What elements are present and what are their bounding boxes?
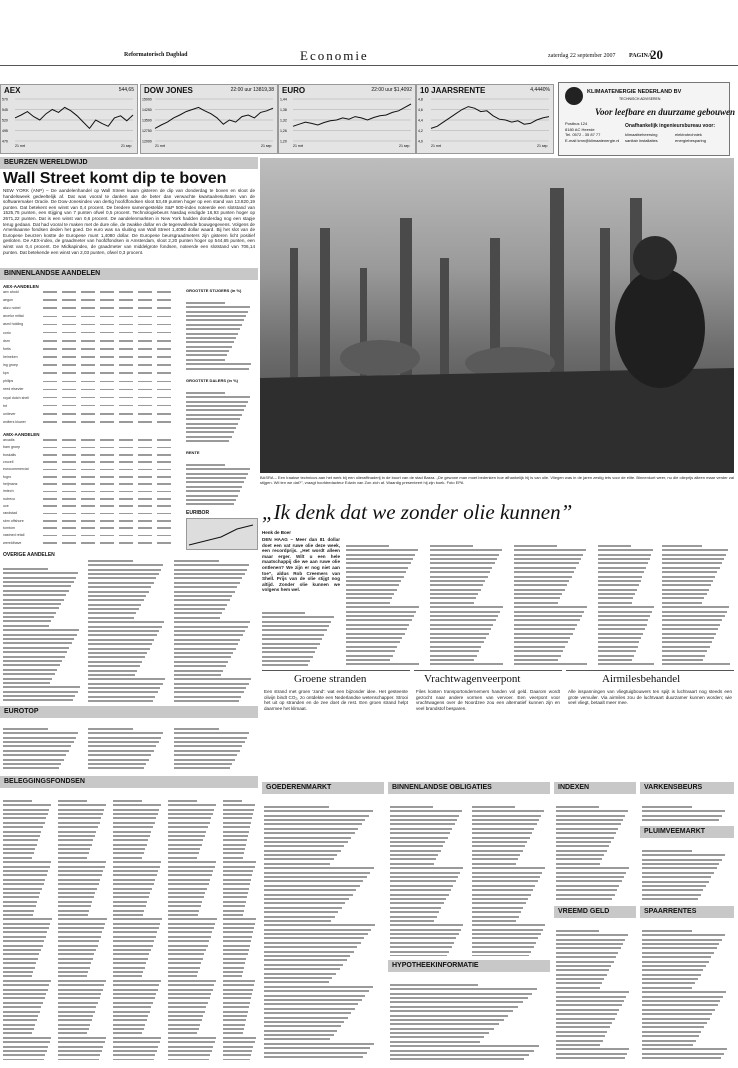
index-name: DOW JONES — [144, 86, 193, 95]
index-line — [15, 107, 133, 128]
header-rule — [0, 65, 738, 66]
index-value: 22:00 uur $1,4092 — [371, 87, 412, 93]
stock-row: tomtom — [3, 526, 176, 530]
fondsen-col-4 — [168, 792, 220, 1060]
rente-label: RENTE — [186, 450, 200, 455]
index-chart-1 — [140, 84, 278, 154]
fondsen-col-1 — [3, 792, 55, 1060]
stock-row: oce — [3, 504, 176, 508]
index-line — [155, 107, 273, 128]
paper-name: Reformatorisch Dagblad — [124, 52, 188, 58]
feature-intro: DEN HAAG – Meer dan 81 dollar doet een vat ruwe olie deze week, een recordprijs. „Het wordt alleen maar erger. Wilt u een hele maatschappij die we aan ruwe olie ontlenen? We zijn er nog niet aan toe”, aldus Rob Creemers van Shell. Prijs van de olie stijgt nog altijd. Zonder olie kunnen we volgens hem wel. — [262, 537, 340, 593]
stock-row: akzo nobel — [3, 306, 176, 310]
klimaat-ad — [558, 82, 736, 156]
box-body: Alle inspanningen van vliegtuigbouwers ten spijt is luchtvaart nog steeds een grote vervuiler. Via airmiles zou de luchtvaart duurzamer kunnen worden; wie veel vliegt, betaalt meer mee. — [568, 689, 732, 706]
stock-row: vastned retail — [3, 533, 176, 537]
feature-headline: „Ik denk dat we zonder olie kunnen” — [262, 500, 573, 524]
page-label: PAGINA — [629, 53, 653, 59]
indexen-bar: INDEXEN — [554, 782, 636, 794]
stock-row: asml holding — [3, 322, 176, 326]
beurzen-section-bar: BEURZEN WERELDWIJD — [0, 157, 258, 169]
fondsen-col-2 — [58, 792, 110, 1060]
y-tick-label: 4,2 — [418, 129, 423, 133]
index-line — [293, 104, 411, 126]
y-tick-label: 4,6 — [418, 108, 423, 112]
varkensbeurs-bar: VARKENSBEURS — [640, 782, 734, 794]
stock-row: sbm offshore — [3, 519, 176, 523]
y-tick-label: 15000 — [142, 97, 152, 102]
ad-subtitle: TECHNISCH ADVISEREN — [619, 97, 661, 101]
box-body: Files kosten transportondernemers handen vol geld. Daarom wordt gezocht naar andere vormen van vervoer. Een veerpont voor vrachtwagens over de Noordzee zou een alternatief kunnen zijn en veel brandstof besparen. — [416, 689, 560, 711]
amx-table — [3, 438, 181, 548]
box-title: Groene stranden — [294, 673, 367, 685]
ad-headline: Voor leefbare en duurzame gebouwen — [595, 107, 736, 117]
ad-tagline: Onafhankelijk ingenieursbureau voor: — [625, 123, 716, 129]
page-number: 20 — [650, 47, 663, 62]
page-header — [0, 0, 738, 72]
y-tick-label: 1,38 — [280, 108, 287, 112]
feature-col-2 — [346, 537, 424, 666]
y-tick-label: 12000 — [142, 139, 152, 144]
euribor-label: EURIBOR — [186, 510, 210, 516]
vreemd-geld-list — [556, 922, 634, 1060]
eurotop-col-2 — [88, 720, 170, 772]
stock-row: arcelor mittal — [3, 314, 176, 318]
stock-row: wolters kluwer — [3, 420, 176, 424]
stock-row: fugro — [3, 475, 176, 479]
x-tick-label: 21 sep — [261, 144, 272, 148]
y-tick-label: 1,20 — [280, 139, 287, 144]
feature-col-3 — [430, 537, 508, 666]
y-tick-label: 520 — [2, 118, 8, 123]
box-vrachtwagen — [414, 670, 562, 781]
binnenland-section-bar: BINNENLANDSE AANDELEN — [0, 268, 258, 280]
stock-row: aex ahold — [3, 290, 176, 294]
stock-row: kpn — [3, 371, 176, 375]
fondsen-col-5 — [223, 792, 258, 1060]
y-tick-label: 4,8 — [418, 97, 423, 102]
stijgers-list — [186, 294, 256, 374]
eurotop-bar: EUROTOP — [0, 706, 258, 718]
pluimvee-list — [642, 842, 732, 902]
index-chart-3 — [416, 84, 554, 154]
goederen-bar: GOEDERENMARKT — [262, 782, 384, 794]
eurotop-col-1 — [3, 720, 85, 772]
index-name: AEX — [4, 86, 21, 95]
ad-services: klimaatbeheersing elektrotechniek sanitair installaties energiebesparing — [625, 132, 706, 143]
beurzen-headline: Wall Street komt dip te boven — [3, 170, 227, 187]
fondsen-col-3 — [113, 792, 165, 1060]
x-tick-label: 21 mrt — [293, 144, 303, 148]
y-tick-label: 1,32 — [280, 118, 287, 123]
stock-row: bam groep — [3, 445, 176, 449]
feature-col-1b — [262, 604, 340, 666]
ad-company: KLIMAATENERGIE NEDERLAND BV — [587, 89, 682, 95]
indexen-list — [556, 798, 634, 902]
overige-col-3 — [174, 552, 256, 702]
aex-table — [3, 290, 181, 428]
y-tick-label: 495 — [2, 129, 8, 133]
goederen-list — [264, 798, 382, 1060]
y-tick-label: 12750 — [142, 129, 152, 133]
stock-row: philips — [3, 379, 176, 383]
feature-col-5 — [598, 537, 658, 666]
y-tick-label: 4,0 — [418, 139, 423, 144]
stijgers-label: GROOTSTE STIJGERS (in %) — [186, 288, 242, 293]
spaarrentes-list — [642, 922, 732, 1060]
dalers-list — [186, 384, 256, 444]
stock-row: corio — [3, 331, 176, 335]
overige-col-1 — [3, 560, 85, 702]
x-tick-label: 21 mrt — [155, 144, 165, 148]
y-tick-label: 4,4 — [418, 118, 423, 123]
ad-address: Postbus 124 8180 AC Heerde Tel. 0572 - 35 87 77 E-mail kmn@klimaatenergie.nl — [565, 121, 620, 143]
obligaties-col-1 — [390, 798, 468, 956]
box-body: Een strand met groen ‘zand’: wat een bijzonder idee. Het gesteente olivijn bindt CO₂, zo ontdekte een Nederlandse wetenschapper. Strooi het uit op stranden en de zee doet de rest. Een groen strand helpt daarmee het klimaat. — [264, 689, 408, 711]
vreemd-geld-bar: VREEMD GELD — [554, 906, 636, 918]
y-tick-label: 470 — [2, 139, 8, 144]
y-tick-label: 14250 — [142, 108, 152, 112]
beleggingsfondsen-bar: BELEGGINGSFONDSEN — [0, 776, 258, 788]
stock-row: reed elsevier — [3, 387, 176, 391]
ad-logo-icon — [565, 87, 583, 105]
stock-row: royal dutch shell — [3, 396, 176, 400]
photo-caption: BASRA – Een Iraakse technicus aan het werk bij een olieraffinaderij in de buurt van de stad Basra. „De gewone man moet bedenken hoe afhankelijk hij is van olie. Vliegen was in de jaren zestig iets voor de elite. Binnenkort weer, nu die olieprijs alleen maar verder zal stijgen. Wil ten we dat?”, vraagt hoofdredacteur Edwin van Zon zich af. Waardig presenteert hij zijn boek. Foto EPA — [260, 476, 734, 485]
stock-row: imtech — [3, 489, 176, 493]
stock-row: heijmans — [3, 482, 176, 486]
x-tick-label: 21 sep — [121, 144, 132, 148]
section-title: Economie — [300, 48, 369, 63]
index-chart-2 — [278, 84, 416, 154]
index-name: EURO — [282, 86, 306, 95]
varkensbeurs-list — [642, 798, 732, 822]
obligaties-bar: BINNENLANDSE OBLIGATIES — [388, 782, 550, 794]
amx-label: AMX-AANDELEN — [3, 432, 40, 437]
index-value: 544,65 — [118, 87, 134, 93]
stock-row: wereldhave — [3, 541, 176, 545]
stock-row: ing groep — [3, 363, 176, 367]
stock-row: eurocommercial — [3, 467, 176, 471]
index-value: 22:00 uur 13819,38 — [230, 87, 274, 93]
x-tick-label: 21 sep — [399, 144, 410, 148]
eurotop-col-3 — [174, 720, 256, 772]
beurzen-body: NEW YORK (ANP) – De aandelenhandel op Wall Street kwam gisteren de dip van donderdag te boven en sloot de handelsweek gedeeltelijk af. Dat was vooral te danken aan de beter dan verwachte kwartaalresultaten van de softwaremaker Oracle. De Dow-Jonesindex van dertig hoofdfondsen sloot 53,49 punten hoger op een stand van 13.820,19 punten. Dat betekent een winst van 0,4 procent. De bredere samengestelde S&P 500-index noteerde een slotstand van 1525,75 punten, een stijging van 7 punten ofwel 0,5 procent. Technologiebeurs Nasdaq eindigde 16,93 punten hoger op 2671,22 punten. Dat is een winst van 0,6 procent. De aandelenmarkten in New York hadden donderdag nog een stapje terug gedaan. Dat had vooral te maken met de dure olie, de zwakke dollar en de tegenvallende bouwgegevens. Volgens de Amerikaanse fondsen deden het goed. De euro was na sluiting van Wall Street 1,4090 dollar waard. Bij het slot van de Europese beurzen kostte de Europese munt 1,4080 dollar. De Europese beursgraadmeters zijn gisteren licht positief gesloten. De AEX-index, de graadmeter van hoofdfondsen in Amsterdam, sloot 2,20 punten hoger op 544,65 punten, een winst van 0,4 procent. De Midkapindex, de graadmeter van middelgrote fondsen, noteerde een slotstand van 706,14 punten. Dat betekende een winst van 2,03 punten, ofwel 0,3 procent. — [3, 188, 255, 255]
stock-row: dsm — [3, 339, 176, 343]
stock-row: tnt — [3, 404, 176, 408]
hypotheek-bar: HYPOTHEEKINFORMATIE — [388, 960, 550, 972]
box-title: Airmilesbehandel — [602, 673, 681, 685]
stock-row: crucell — [3, 460, 176, 464]
spaarrentes-bar: SPAARRENTES — [640, 906, 734, 918]
feature-col-6 — [662, 537, 734, 666]
stock-row: fortis — [3, 347, 176, 351]
header-date: zaterdag 22 september 2007 — [548, 53, 616, 59]
pluimvee-bar: PLUIMVEEMARKT — [640, 826, 734, 838]
hypotheek-list — [390, 976, 550, 1060]
y-tick-label: 545 — [2, 108, 8, 112]
feature-byline: Henk de Boer — [262, 530, 292, 535]
box-groene-stranden — [262, 670, 410, 781]
stock-row: aegon — [3, 298, 176, 302]
aex-label: AEX-AANDELEN — [3, 284, 39, 289]
obligaties-col-2 — [472, 798, 550, 956]
y-tick-label: 13500 — [142, 118, 152, 123]
stock-row: randstad — [3, 511, 176, 515]
x-tick-label: 21 sep — [537, 144, 548, 148]
refinery-photo — [260, 158, 734, 473]
index-value: 4,4440% — [530, 87, 550, 93]
euribor-chart — [186, 518, 258, 550]
y-tick-label: 1,44 — [280, 97, 287, 102]
stock-row: arcadis — [3, 438, 176, 442]
stock-row: boskalis — [3, 453, 176, 457]
index-line — [431, 107, 549, 129]
x-tick-label: 21 mrt — [15, 144, 25, 148]
y-tick-label: 570 — [2, 97, 8, 102]
stock-row: heineken — [3, 355, 176, 359]
index-name: 10 JAARSRENTE — [420, 86, 486, 95]
overige-label: OVERIGE AANDELEN — [3, 552, 55, 558]
stock-row: unilever — [3, 412, 176, 416]
feature-col-4 — [514, 537, 592, 666]
y-tick-label: 1,26 — [280, 129, 287, 133]
box-airmiles — [566, 670, 734, 781]
dalers-label: GROOTSTE DALERS (in %) — [186, 378, 238, 383]
rente-list — [186, 456, 256, 506]
x-tick-label: 21 mrt — [431, 144, 441, 148]
stock-row: nutreco — [3, 497, 176, 501]
box-title: Vrachtwagenveerpont — [424, 673, 521, 685]
index-chart-0 — [0, 84, 138, 154]
overige-col-2 — [88, 552, 170, 702]
